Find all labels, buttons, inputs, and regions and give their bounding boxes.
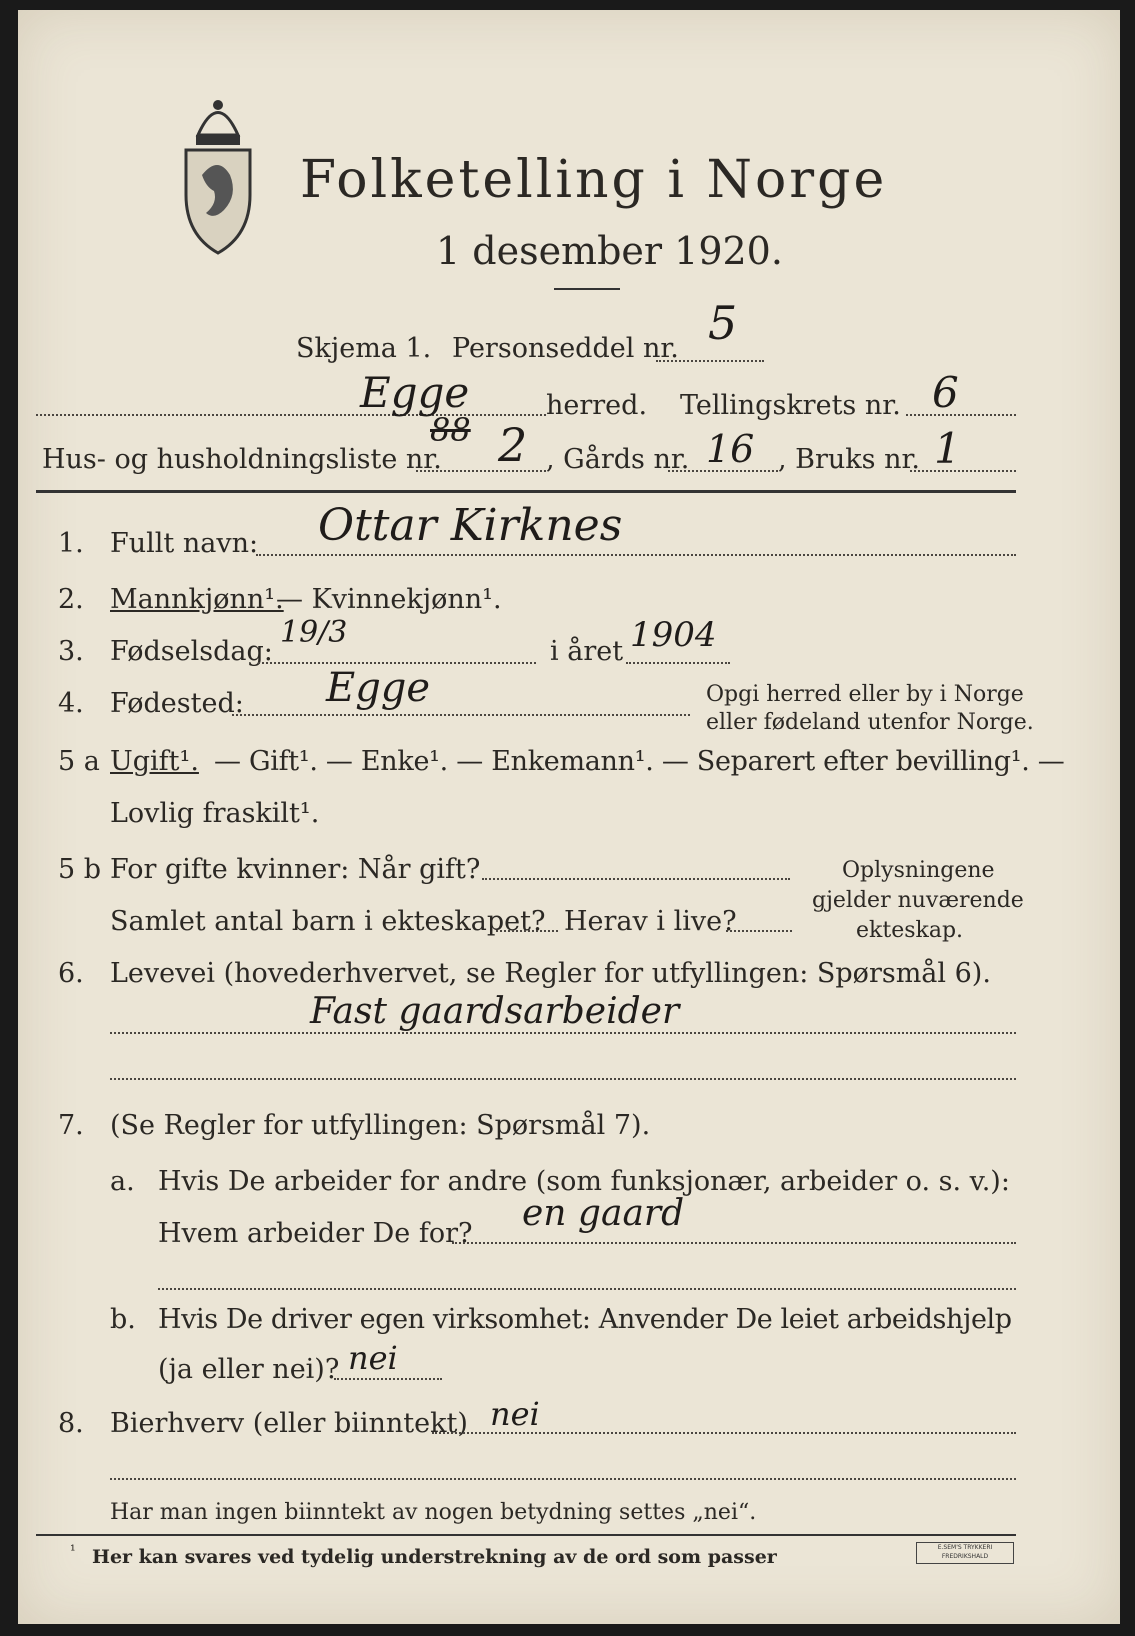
- q7b-letter: b.: [110, 1304, 136, 1335]
- q5b-note3: ekteskap.: [856, 918, 964, 943]
- printer-stamp: E.SEM'S TRYKKERI FREDRIKSHALD: [916, 1542, 1014, 1564]
- q7b-label: Hvis De driver egen virksomhet: Anvender De leiet arbeidshjelp: [158, 1304, 1012, 1335]
- q5b-number: 5 b: [58, 854, 102, 885]
- herred-value[interactable]: Egge: [360, 368, 470, 417]
- q5a-line2: Lovlig fraskilt¹.: [110, 798, 320, 829]
- form-title: Folketelling i Norge: [300, 150, 888, 210]
- q4-note-line1: Opgi herred eller by i Norge: [706, 682, 1024, 707]
- q5a-other-options: — Gift¹. — Enke¹. — Enkemann¹. — Separert efter bevilling¹. —: [214, 746, 1065, 777]
- q8-value[interactable]: nei: [490, 1395, 540, 1433]
- q6-number: 6.: [58, 958, 84, 989]
- q1-label: Fullt navn:: [110, 528, 259, 559]
- personseddel-label: Personseddel nr.: [452, 333, 679, 364]
- q7a-letter: a.: [110, 1166, 135, 1197]
- q7a-label: Hvis De arbeider for andre (som funksjonær, arbeider o. s. v.):: [158, 1166, 1010, 1197]
- gards-value[interactable]: 16: [706, 427, 755, 471]
- footnote-text: Her kan svares ved tydelig understrekning av de ord som passer: [92, 1546, 777, 1568]
- hus-struck-value: 88: [430, 411, 471, 449]
- q7-number: 7.: [58, 1110, 84, 1141]
- bruks-value[interactable]: 1: [934, 424, 961, 473]
- personseddel-value[interactable]: 5: [708, 296, 738, 350]
- gards-label: , Gårds nr.: [546, 444, 690, 475]
- census-form: [18, 10, 1120, 1624]
- q7-label: (Se Regler for utfyllingen: Spørsmål 7).: [110, 1110, 651, 1141]
- q6-label: Levevei (hovederhvervet, se Regler for utfyllingen: Spørsmål 6).: [110, 958, 991, 989]
- q7b-label2: (ja eller nei)?: [158, 1354, 340, 1385]
- q4-label: Fødested:: [110, 688, 244, 719]
- q8-number: 8.: [58, 1408, 84, 1439]
- q5a-ugift-option[interactable]: Ugift¹.: [110, 746, 199, 777]
- header-divider: [36, 490, 1016, 493]
- q2-number: 2.: [58, 584, 84, 615]
- q1-value[interactable]: Ottar Kirknes: [318, 500, 623, 551]
- footer-note: Har man ingen biinntekt av nogen betydning settes „nei“.: [110, 1500, 757, 1525]
- q1-number: 1.: [58, 528, 84, 559]
- q7a-value[interactable]: en gaard: [522, 1193, 685, 1234]
- q3-label: Fødselsdag:: [110, 636, 273, 667]
- hus-label: Hus- og husholdningsliste nr.: [42, 444, 442, 475]
- q3-year-label: i året: [550, 636, 624, 667]
- tellingskrets-value[interactable]: 6: [932, 368, 959, 417]
- q2-male-option[interactable]: Mannkjønn¹.: [110, 584, 284, 615]
- hus-value[interactable]: 2: [498, 418, 528, 472]
- tellingskrets-label: Tellingskrets nr.: [680, 390, 901, 421]
- q2-other-options: — Kvinnekjønn¹.: [276, 584, 502, 615]
- q4-value[interactable]: Egge: [326, 665, 431, 711]
- q7b-value[interactable]: nei: [348, 1339, 398, 1377]
- q5b-label3: Herav i live?: [564, 906, 737, 937]
- herred-label: herred.: [546, 390, 648, 421]
- q6-value[interactable]: Fast gaardsarbeider: [310, 991, 680, 1032]
- q4-number: 4.: [58, 688, 84, 719]
- coat-of-arms-icon: [178, 95, 258, 255]
- q5b-note2: gjelder nuværende: [812, 888, 1024, 913]
- skjema-label: Skjema 1.: [296, 333, 432, 364]
- q5b-label2: Samlet antal barn i ekteskapet?: [110, 906, 546, 937]
- footer-divider: [36, 1534, 1016, 1536]
- footnote-mark: ¹: [70, 1543, 76, 1559]
- q3-year-value[interactable]: 1904: [630, 615, 717, 655]
- q3-number: 3.: [58, 636, 84, 667]
- q4-note-line2: eller fødeland utenfor Norge.: [706, 710, 1034, 735]
- title-divider: [554, 288, 620, 290]
- q5a-number: 5 a: [58, 746, 100, 777]
- q3-value[interactable]: 19/3: [280, 615, 348, 650]
- bruks-label: , Bruks nr.: [778, 444, 921, 475]
- q7a-label2: Hvem arbeider De for?: [158, 1218, 473, 1249]
- q8-label: Bierhverv (eller biinntekt): [110, 1408, 468, 1439]
- q5b-label1: For gifte kvinner: Når gift?: [110, 854, 481, 885]
- q5b-note1: Oplysningene: [842, 858, 995, 883]
- form-date: 1 desember 1920.: [436, 229, 783, 273]
